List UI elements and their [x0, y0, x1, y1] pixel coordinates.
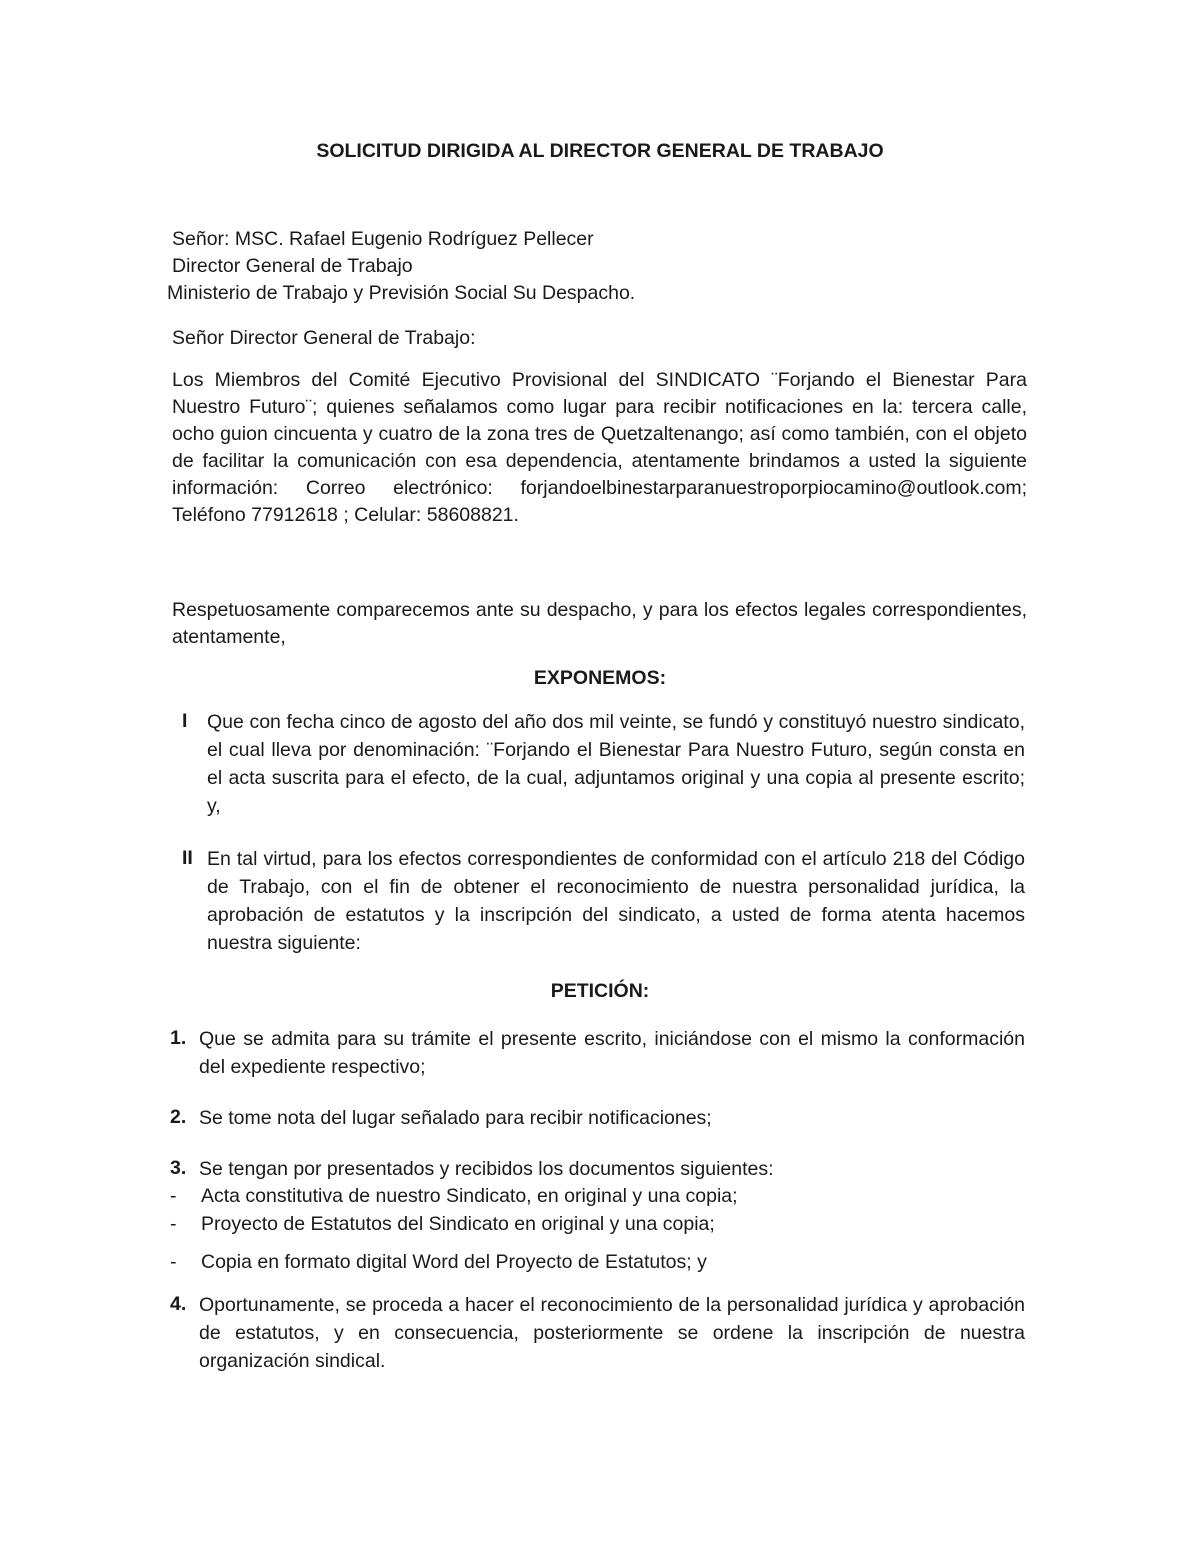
item-marker: I	[182, 710, 188, 732]
dash-marker: -	[170, 1251, 177, 1273]
item-marker: 3.	[170, 1157, 187, 1179]
item-marker: II	[182, 847, 193, 869]
item-text: Oportunamente, se proceda a hacer el reconocimiento de la personalidad jurídica y aprobación de estatutos, y en consecuencia, posteriormente se ordene la inscripción de nuestra organización sindical.	[199, 1294, 1025, 1372]
item-text: Se tengan por presentados y recibidos los documentos siguientes:	[199, 1158, 774, 1180]
item-marker: 1.	[170, 1027, 187, 1049]
item-marker: 2.	[170, 1106, 187, 1128]
item-marker: 4.	[170, 1293, 187, 1315]
recipient-institution: Ministerio de Trabajo y Previsión Social Su Despacho.	[167, 282, 636, 304]
item-text: Se tome nota del lugar señalado para recibir notificaciones;	[199, 1107, 712, 1129]
item-text: Que con fecha cinco de agosto del año dos mil veinte, se fundó y constituyó nuestro sindicato, el cual lleva por denominación: ¨Forjando el Bienestar Para Nuestro Futuro, según consta en el acta suscrita para el efecto, de la cual, adjuntamos original y una copia al presente escrito; y,	[207, 711, 1025, 817]
item-text: En tal virtud, para los efectos correspondientes de conformidad con el artículo 218 del Código de Trabajo, con el fin de obtener el reconocimiento de nuestra personalidad jurídica, la aprobación de estatutos y la inscripción del sindicato, a usted de forma atenta hacemos nuestra siguiente:	[207, 848, 1025, 954]
document-title: SOLICITUD DIRIGIDA AL DIRECTOR GENERAL DE TRABAJO	[316, 140, 884, 162]
appearance-paragraph: Respetuosamente comparecemos ante su despacho, y para los efectos legales correspondientes, atentamente,	[172, 599, 1027, 648]
dash-marker: -	[170, 1213, 177, 1235]
intro-paragraph: Los Miembros del Comité Ejecutivo Provisional del SINDICATO ¨Forjando el Bienestar Para Nuestro Futuro¨; quienes señalamos como lugar para recibir notificaciones en la: tercera calle, ocho guion cincuenta y cuatro de la zona tres de Quetzaltenango; así como también, con el objeto de facilitar la comunicación con esa dependencia, atentamente brindamos a usted la siguiente información: Correo electrónico: forjandoelbinestarparanuestroporpiocamino@outlook.com; Teléfono 77912618 ; Celular: 58608821.	[172, 369, 1027, 526]
recipient-position: Director General de Trabajo	[172, 255, 413, 277]
item-text: Que se admita para su trámite el presente escrito, iniciándose con el mismo la conformación del expediente respectivo;	[199, 1028, 1025, 1078]
salutation: Señor Director General de Trabajo:	[172, 327, 476, 349]
dash-marker: -	[170, 1185, 177, 1207]
peticion-heading: PETICIÓN:	[550, 980, 650, 1002]
recipient-name: Señor: MSC. Rafael Eugenio Rodríguez Pellecer	[172, 228, 594, 250]
document-list-text: Acta constitutiva de nuestro Sindicato, en original y una copia;	[201, 1185, 738, 1207]
document-list-text: Copia en formato digital Word del Proyecto de Estatutos; y	[201, 1251, 707, 1273]
exponemos-heading: EXPONEMOS:	[533, 667, 667, 689]
document-list-text: Proyecto de Estatutos del Sindicato en original y una copia;	[201, 1213, 715, 1235]
